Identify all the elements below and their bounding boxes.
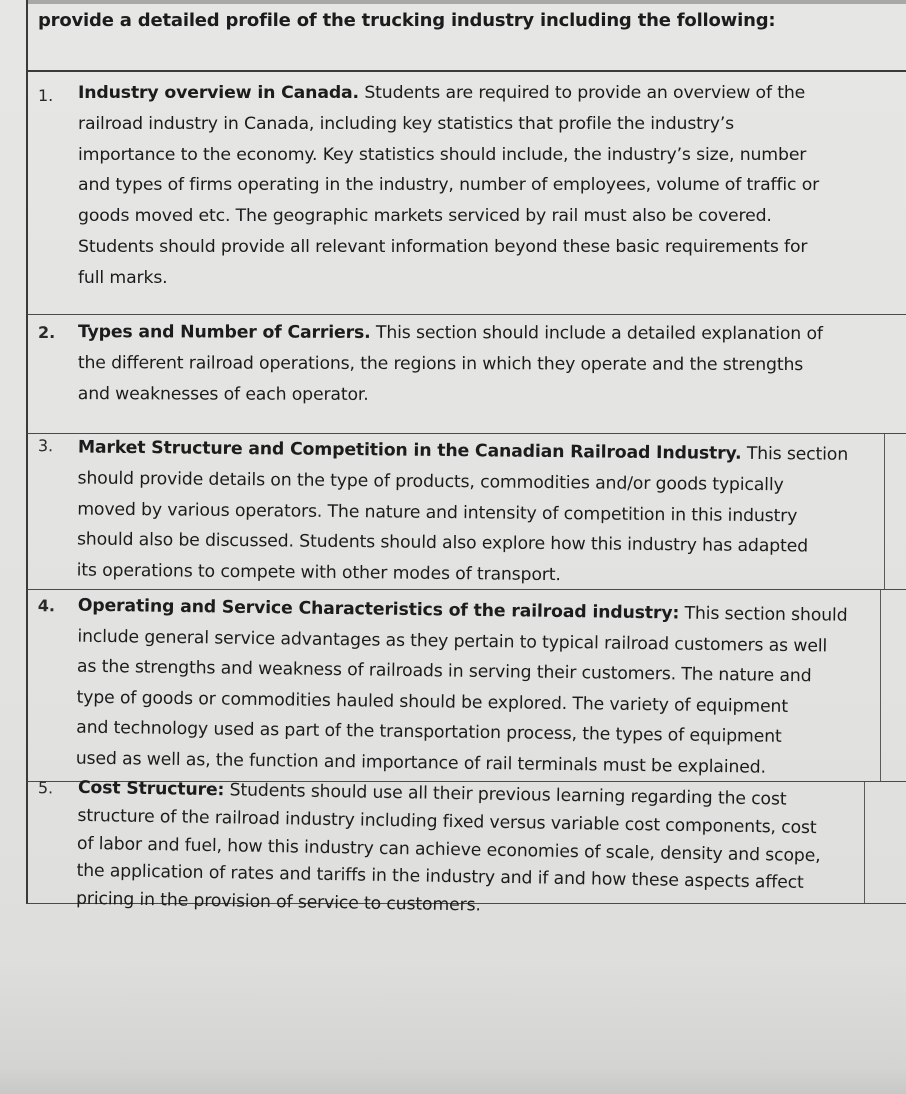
page-heading: provide a detailed profile of the trucking industry including the following:: [38, 10, 776, 31]
text-line: pricing in the provision of service to customers.: [75, 889, 481, 916]
requirement-row-4: [26, 590, 906, 782]
heading-cell: [26, 0, 906, 72]
text-line: structure of the railroad industry including fixed versus variable cost components, cost: [77, 805, 817, 838]
requirement-row-3: [26, 434, 906, 590]
item-title: Industry overview in Canada.: [78, 83, 359, 103]
text-line: importance to the economy. Key statistics should include, the industry’s size, number: [78, 144, 807, 165]
text-line: should also be discussed. Students should also explore how this industry has adapted: [76, 529, 809, 557]
text-line: as the strengths and weakness of railroads in serving their customers. The nature and: [76, 656, 812, 687]
item-number: 5.: [37, 778, 54, 798]
item-text: [76, 775, 878, 927]
item-title: Market Structure and Competition in the Canadian Railroad Industry.: [77, 437, 742, 464]
text-line: and types of firms operating in the industry, number of employees, volume of traffic or: [78, 175, 820, 196]
item-number: 1.: [38, 86, 54, 105]
bottom-shadow: [0, 960, 906, 1094]
text-line: Operating and Service Characteristics of the railroad industry: This section should: [77, 595, 848, 626]
item-text: [76, 591, 878, 785]
text-line: used as well as, the function and importance of rail terminals must be explained.: [75, 748, 767, 778]
text-line: Cost Structure: Students should use all their previous learning regarding the cost: [77, 777, 787, 810]
text-line: Types and Number of Carriers. This section should include a detailed explanation of: [77, 322, 823, 345]
requirement-row-2: [26, 315, 906, 434]
text-line: the application of rates and tariffs in the industry and if and how these aspects affect: [76, 861, 804, 894]
text-line: and weaknesses of each operator.: [77, 383, 369, 405]
text-line: type of goods or commodities hauled should be explored. The variety of equipment: [76, 687, 789, 717]
text-line: its operations to compete with other modes of transport.: [76, 560, 561, 586]
text-line: include general service advantages as they pertain to typical railroad customers as well: [77, 626, 828, 657]
text-line: moved by various operators. The nature and intensity of competition in this industry: [77, 499, 798, 526]
item-title: Operating and Service Characteristics of the railroad industry:: [77, 595, 680, 624]
cut-off-line: [28, 0, 906, 4]
text-line: of labor and fuel, how this industry can achieve economies of scale, density and scope,: [76, 833, 821, 866]
item-title: Types and Number of Carriers.: [77, 322, 371, 343]
text-line: should provide details on the type of products, commodities and/or goods typically: [77, 468, 784, 496]
text-line: Industry overview in Canada. Students are required to provide an overview of the: [78, 83, 806, 103]
text-line: Market Structure and Competition in the Canadian Railroad Industry. This section: [77, 437, 849, 465]
text-line: railroad industry in Canada, including key statistics that profile the industry’s: [78, 113, 735, 134]
item-number: 2.: [37, 323, 56, 343]
text-line: goods moved etc. The geographic markets serviced by rail must also be covered.: [78, 206, 772, 227]
item-text: [77, 432, 878, 594]
requirement-row-5: [26, 777, 906, 916]
text-line: Students should provide all relevant information beyond these basic requirements for: [78, 236, 808, 257]
text-line: and technology used as part of the transportation process, the types of equipment: [76, 718, 782, 748]
text-line: the different railroad operations, the regions in which they operate and the strengths: [77, 352, 804, 375]
text-line: full marks.: [78, 267, 168, 288]
item-text: [78, 317, 878, 411]
item-title: Cost Structure:: [77, 777, 225, 801]
item-number: 4.: [37, 596, 56, 616]
item-number: 3.: [37, 436, 54, 456]
requirement-row-1: [26, 72, 906, 315]
item-text: [78, 78, 878, 294]
